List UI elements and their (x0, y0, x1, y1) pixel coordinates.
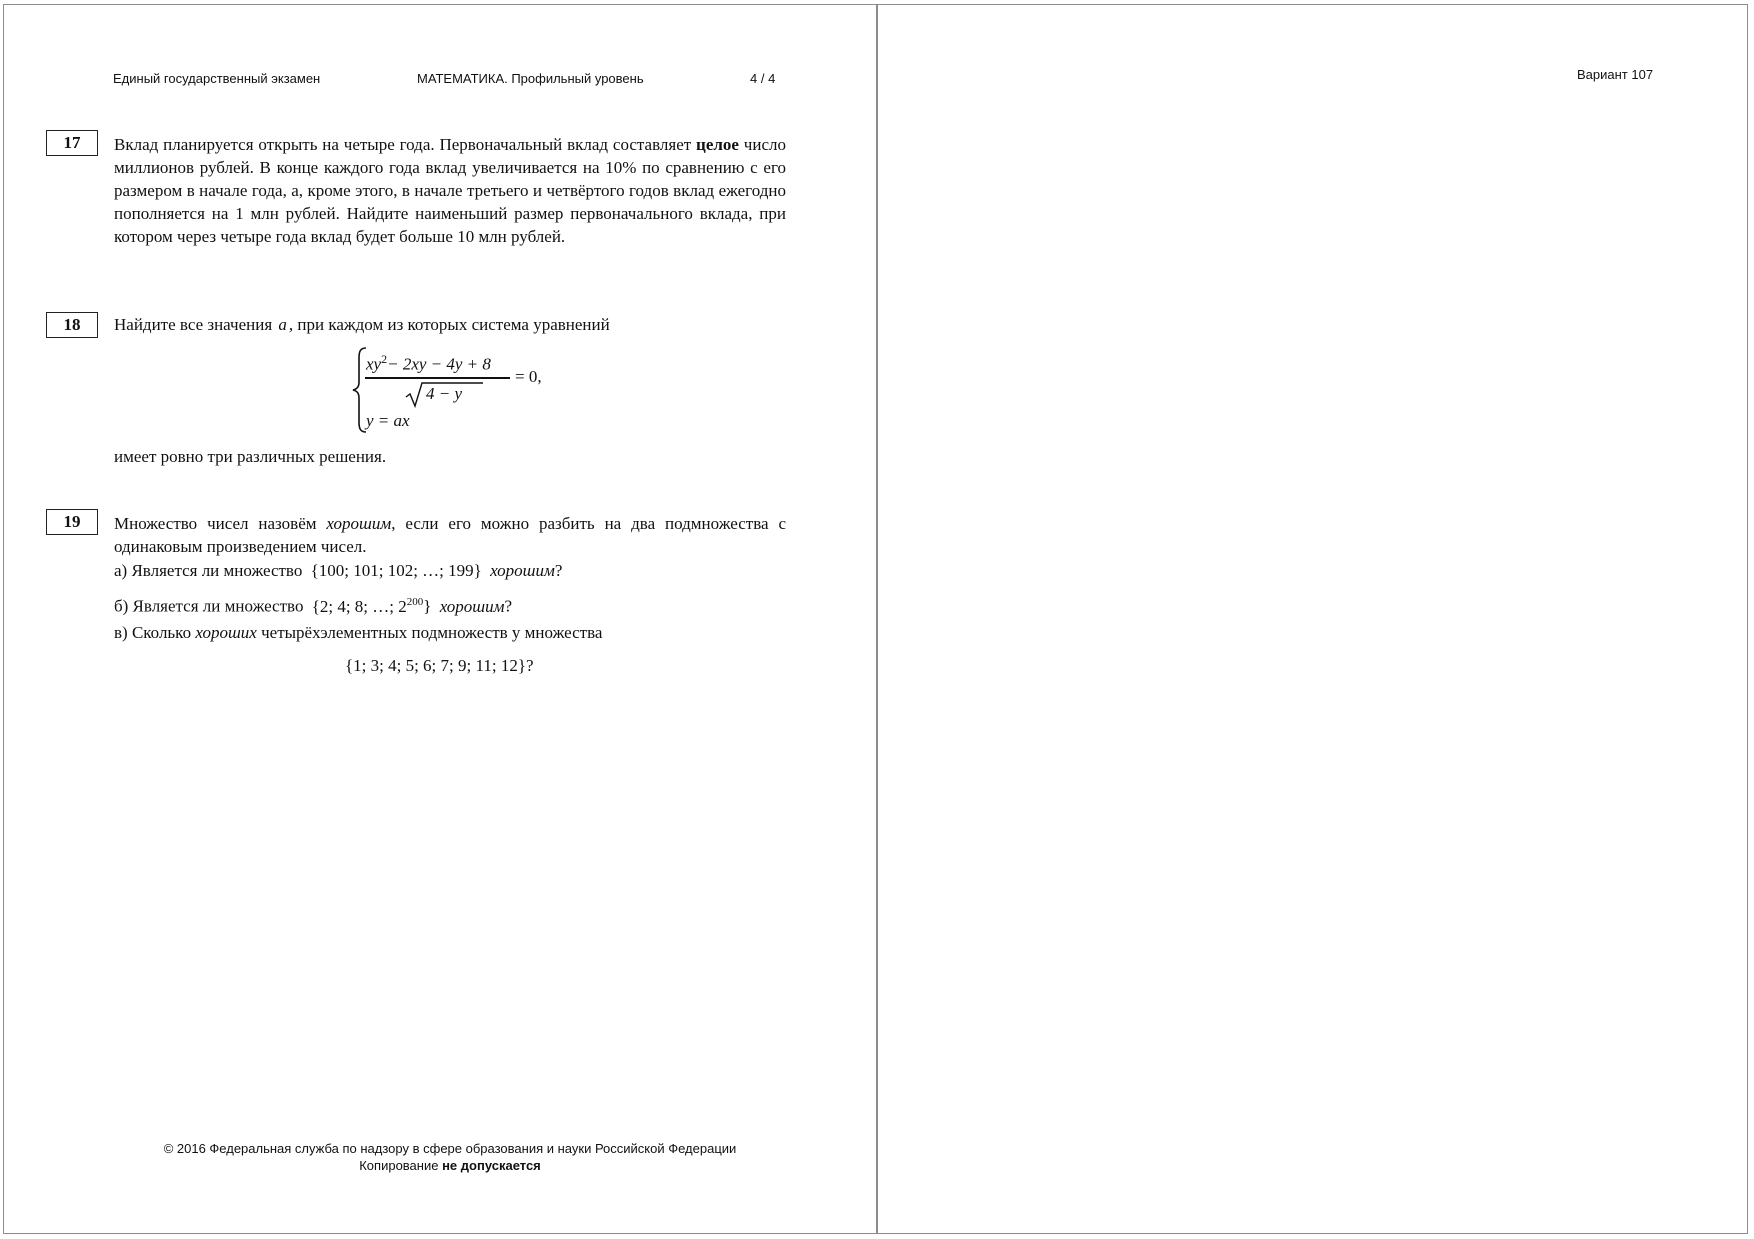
denominator-expression (426, 384, 462, 404)
header-exam: Единый государственный экзамен (113, 71, 321, 86)
task-17-text-a: Вклад планируется открыть на четыре года. Первоначальный вклад составляет (114, 135, 697, 154)
task-18-intro-a: Найдите все значения (114, 315, 273, 334)
task-18-intro-b: , при каждом из которых система уравнений (288, 315, 610, 334)
task-19-intro-a: Множество чисел назовём (114, 514, 327, 533)
page-divider (876, 4, 878, 1234)
task-18-intro (114, 315, 610, 335)
equation-1-tail: = 0, (515, 367, 542, 386)
part-c-em: хороших (195, 623, 257, 642)
task-19-intro-em: хорошим (326, 514, 392, 533)
task-19-intro (114, 512, 786, 558)
task-18-outro: имеет ровно три различных решения. (114, 447, 387, 466)
part-a-question: ? (554, 561, 563, 580)
part-b-exponent: 200 (406, 596, 424, 608)
footer-copying-a: Копирование (359, 1158, 443, 1173)
task-19-intro-b: , если его можно разбить на два подмножества с одинаковым произведением чисел. (114, 514, 787, 556)
part-b-question: ? (504, 596, 513, 616)
part-c-set: {1; 3; 4; 5; 6; 7; 9; 11; 12}? (345, 656, 534, 675)
task-17-number: 17 (46, 130, 98, 156)
denominator-rest: 4 − y (426, 384, 463, 403)
header-subject: МАТЕМАТИКА. Профильный уровень (417, 71, 644, 86)
numerator-rest: − 2xy − 4y + 8 (387, 354, 491, 374)
header-variant: Вариант 107 (1577, 67, 1654, 82)
equation-2: y = ax (366, 411, 410, 430)
task-19-number: 19 (46, 509, 98, 535)
part-c-a: в) Сколько (114, 623, 196, 642)
part-a-set: {100; 101; 102; …; 199} (310, 561, 482, 580)
numerator-xy: xy (366, 354, 382, 374)
part-b-em: хорошим (439, 596, 505, 616)
task-19-part-c (114, 623, 602, 643)
part-a-em: хорошим (490, 561, 555, 580)
footer-copying (114, 1158, 786, 1173)
part-b-close: } (423, 596, 432, 616)
task-19-part-a (114, 561, 562, 581)
task-17-text (114, 133, 786, 248)
header-page-number: 4 / 4 (750, 71, 776, 86)
footer-copyright: © 2016 Федеральная служба по надзору в сфере образования и науки Российской Федерации (163, 1141, 737, 1156)
task-18-number: 18 (46, 312, 98, 338)
task-19-part-b (114, 596, 512, 617)
equation-1-numerator (366, 352, 491, 375)
numerator-exponent: 2 (381, 352, 388, 366)
task-18-param: a (278, 315, 287, 334)
part-b-set: {2; 4; 8; …; 2 (311, 596, 407, 616)
part-c-b: четырёхэлементных подмножеств у множества (256, 623, 603, 642)
footer-copying-b: не допускается (442, 1158, 541, 1173)
part-b-label: б) Является ли множество (114, 596, 304, 616)
task-17-text-b: число миллионов рублей. В конце каждого года вклад увеличивается на 10% по сравнению с его размером в начале года, а, кроме этого, в начале третьего и четвёртого годов вклад ежегодно пополняется на 1 млн рублей. Найдите наименьший размер первоначального вклада, при котором через четыре года вклад будет больше 10 млн рублей. (114, 135, 786, 246)
fraction-bar (365, 377, 510, 379)
part-a-label: а) Является ли множество (114, 561, 303, 580)
task-17-bold: целое (696, 135, 739, 154)
